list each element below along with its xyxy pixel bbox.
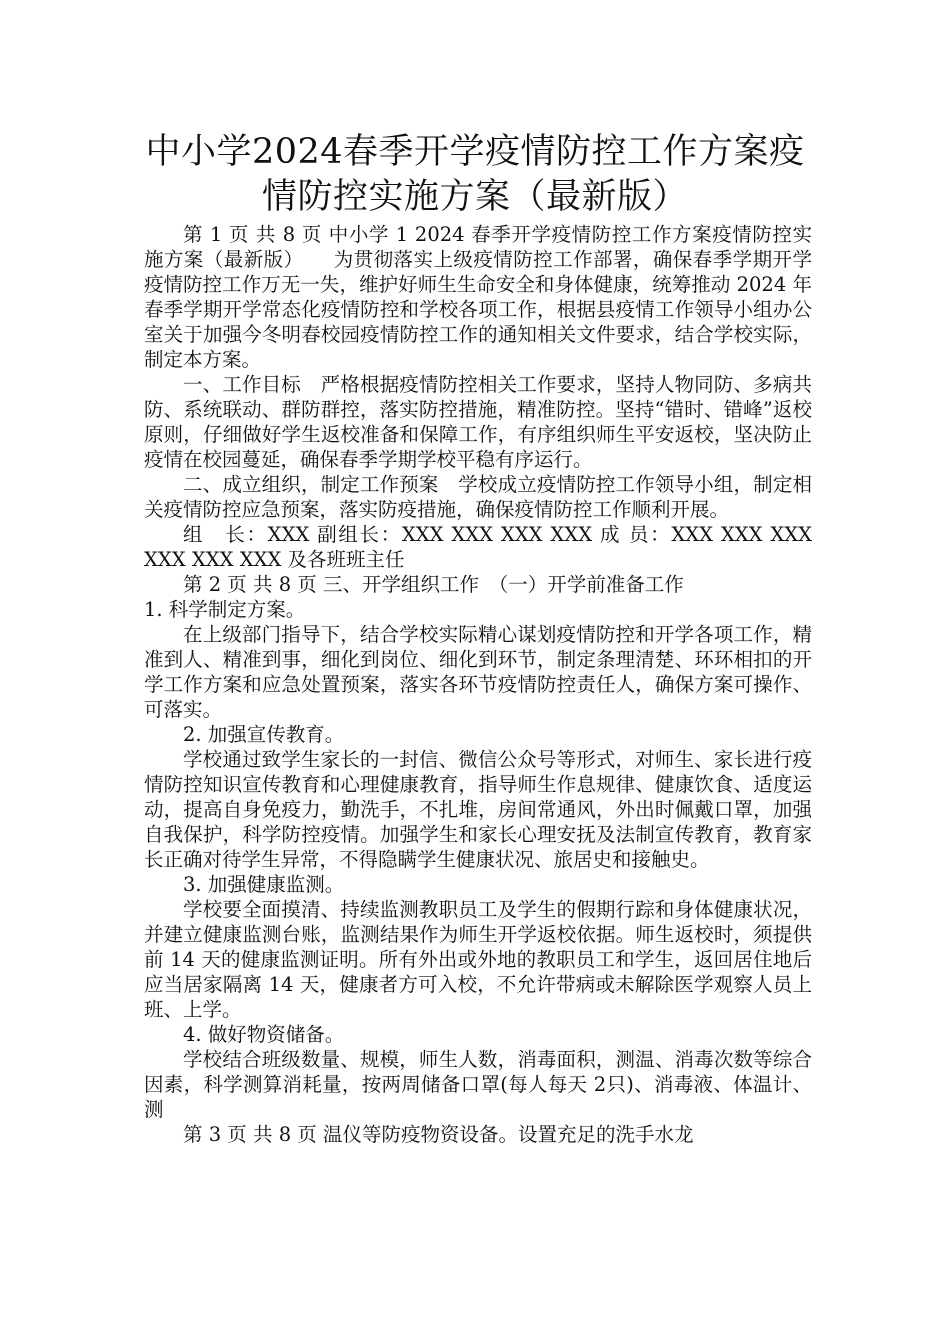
paragraph-organization: 二、成立组织，制定工作预案 学校成立疫情防控工作领导小组，制定相关疫情防控应急预案，落实防疫措施，确保疫情防控工作顺利开展。 bbox=[144, 473, 812, 521]
paragraph-item-3-heading: 3. 加强健康监测。 bbox=[183, 873, 345, 896]
document-body bbox=[144, 222, 812, 1147]
paragraph-item-2-body: 学校通过致学生家长的一封信、微信公众号等形式，对师生、家长进行疫情防控知识宣传教育和心理健康教育，指导师生作息规律、健康饮食、适度运动，提高自身免疫力，勤洗手，不扎堆，房间常通风，外出时佩戴口罩，加强自我保护，科学防控疫情。加强学生和家长心理安抚及法制宣传教育，教育家长正确对待学生异常，不得隐瞒学生健康状况、旅居史和接触史。 bbox=[144, 748, 812, 871]
paragraph-item-3-body: 学校要全面摸清、持续监测教职员工及学生的假期行踪和身体健康状况，并建立健康监测台账，监测结果作为师生开学返校依据。师生返校时，须提供前 14 天的健康监测证明。所有外出或外地的教职员工和学生，返回居住地后应当居家隔离 14 天，健康者方可入校，不允许带病或未解除医学观察人员上班、上学。 bbox=[144, 898, 812, 1021]
paragraph-item-1-body: 在上级部门指导下，结合学校实际精心谋划疫情防控和开学各项工作，精准到人、精准到事，细化到岗位、细化到环节，制定条理清楚、环环相扣的开学工作方案和应急处置预案，落实各环节疫情防控责任人，确保方案可操作、可落实。 bbox=[144, 623, 812, 721]
paragraph-work-goal: 一、工作目标 严格根据疫情防控相关工作要求，坚持人物同防、多病共防、系统联动、群防群控，落实防控措施，精准防控。坚持“错时、错峰”返校原则，仔细做好学生返校准备和保障工作，有序组织师生平安返校，坚决防止疫情在校园蔓延，确保春季学期学校平稳有序运行。 bbox=[144, 373, 812, 471]
paragraph-section-3-heading: 第 2 页 共 8 页 三、开学组织工作 （一）开学前准备工作 bbox=[183, 573, 684, 596]
paragraph-page-3-start: 第 3 页 共 8 页 温仪等防疫物资设备。设置充足的洗手水龙 bbox=[183, 1123, 694, 1146]
paragraph-item-4-heading: 4. 做好物资储备。 bbox=[183, 1023, 345, 1046]
paragraph-item-2-heading: 2. 加强宣传教育。 bbox=[183, 723, 345, 746]
paragraph-intro: 第 1 页 共 8 页 中小学 1 2024 春季开学疫情防控工作方案疫情防控实施方案（最新版） 为贯彻落实上级疫情防控工作部署，确保春季学期开学疫情防控工作万无一失，维护好师生生命安全和身体健康，统筹推动 2024 年春季学期开学常态化疫情防控和学校各项工作，根据县疫情工作领导小组办公室关于加强今冬明春校园疫情防控工作的通知相关文件要求，结合学校实际，制定本方案。 bbox=[144, 223, 812, 371]
paragraph-item-1-heading: 1. 科学制定方案。 bbox=[144, 598, 306, 621]
document-title-line-2: 情防控实施方案（最新版） bbox=[261, 177, 688, 217]
paragraph-item-4-body: 学校结合班级数量、规模，师生人数，消毒面积，测温、消毒次数等综合因素，科学测算消耗量，按两周储备口罩(每人每天 2只)、消毒液、体温计、测 bbox=[144, 1048, 812, 1121]
document-title-line-1: 中小学2024春季开学疫情防控工作方案疫 bbox=[145, 132, 805, 172]
paragraph-members: 组 长：XXX 副组长：XXX XXX XXX XXX 成 员：XXX XXX XXX XXX XXX XXX 及各班班主任 bbox=[144, 523, 812, 571]
